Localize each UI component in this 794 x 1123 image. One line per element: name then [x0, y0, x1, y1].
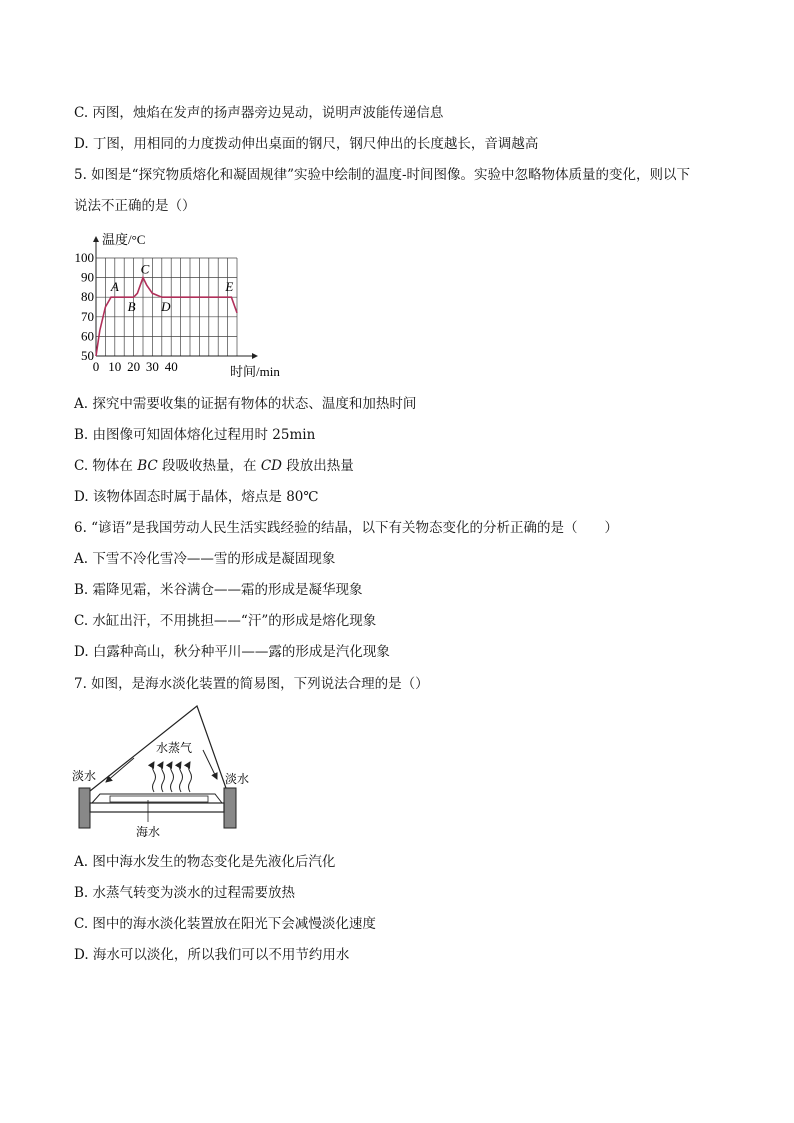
chart-x-axis-label: 时间/min: [230, 364, 280, 379]
q6-option-b: B. 霜降见霜，米谷满仓——霜的形成是凝华现象: [74, 582, 363, 598]
seawater: [110, 796, 208, 802]
label-fresh-left: 淡水: [72, 769, 97, 783]
x-tick-label: 40: [164, 359, 178, 374]
x-tick-label: 30: [145, 359, 159, 374]
label-seawater: 海水: [136, 825, 161, 839]
point-label-e: E: [225, 279, 234, 295]
x-tick-label: 20: [127, 359, 141, 374]
label-fresh-right: 淡水: [225, 772, 250, 786]
q5-option-c-mid: 段吸收热量，在: [157, 458, 261, 474]
y-tick-label: 90: [81, 269, 94, 285]
base-tray: [90, 803, 224, 812]
q6-option-c: C. 水缸出汗，不用挑担——“汗”的形成是熔化现象: [74, 613, 377, 629]
q5-option-c-post: 段放出热量: [282, 458, 354, 474]
q6-stem: 6. “谚语”是我国劳动人民生活实践经验的结晶，以下有关物态变化的分析正确的是（ ）: [74, 520, 618, 536]
q4-option-d: D. 丁图，用相同的力度拨动伸出桌面的钢尺，钢尺伸出的长度越长，音调越高: [74, 136, 539, 152]
y-tick-label: 50: [81, 348, 94, 363]
point-label-c: C: [140, 261, 150, 277]
q5-temperature-time-chart: [74, 226, 294, 382]
q5-option-c: [74, 457, 354, 475]
y-tick-label: 70: [81, 308, 94, 324]
q7-option-d: D. 海水可以淡化，所以我们可以不用节约用水: [74, 947, 350, 963]
q4-option-c: C. 丙图，烛焰在发声的扬声器旁边晃动，说明声波能传递信息: [74, 105, 444, 121]
y-tick-label: 80: [81, 289, 94, 305]
q5-option-d: D. 该物体固态时属于晶体，熔点是 80℃: [74, 489, 319, 505]
q7-option-a: A. 图中海水发生的物态变化是先液化后汽化: [74, 854, 336, 870]
q6-option-d: D. 白露种高山，秋分种平川——露的形成是汽化现象: [74, 644, 390, 660]
q5-option-c-cd: CD: [260, 458, 282, 474]
point-label-a: A: [110, 279, 119, 295]
q6-option-a: A. 下雪不冷化雪冷——雪的形成是凝固现象: [74, 551, 336, 567]
x-axis-arrow: [252, 353, 258, 359]
y-axis-arrow: [93, 236, 99, 242]
left-condensate-arrow: [106, 758, 134, 782]
left-support: [79, 788, 90, 828]
q5-option-a: A. 探究中需要收集的证据有物体的状态、温度和加热时间: [74, 396, 417, 412]
q5-option-c-bc: BC: [137, 458, 158, 474]
q5-option-c-pre: C. 物体在: [74, 458, 138, 474]
point-label-b: B: [127, 299, 136, 315]
chart-annotations: [110, 262, 234, 315]
q5-stem-line2: 说法不正确的是（）: [74, 198, 196, 214]
q7-desalination-diagram: [70, 700, 250, 848]
point-label-d: D: [161, 299, 171, 315]
y-tick-label: 60: [81, 328, 94, 344]
label-vapor: 水蒸气: [156, 741, 193, 755]
right-support: [224, 788, 236, 828]
q7-option-b: B. 水蒸气转变为淡水的过程需要放热: [74, 885, 296, 901]
q5-option-b: B. 由图像可知固体熔化过程用时 25min: [74, 427, 316, 443]
y-tick-label: 100: [74, 250, 94, 265]
right-condensate-arrow: [203, 750, 217, 779]
q7-option-c: C. 图中的海水淡化装置放在阳光下会减慢淡化速度: [74, 916, 376, 932]
chart-y-axis-label: 温度/°C: [102, 232, 146, 247]
x-tick-label: 10: [108, 359, 122, 374]
x-tick-label: 0: [92, 359, 100, 374]
vapor-arrows: [153, 762, 192, 792]
q5-stem-line1: 5. 如图是“探究物质熔化和凝固规律”实验中绘制的温度-时间图像。实验中忽略物体质量的变化，则以下: [74, 167, 691, 183]
q7-stem: 7. 如图，是海水淡化装置的简易图，下列说法合理的是（）: [74, 676, 429, 692]
